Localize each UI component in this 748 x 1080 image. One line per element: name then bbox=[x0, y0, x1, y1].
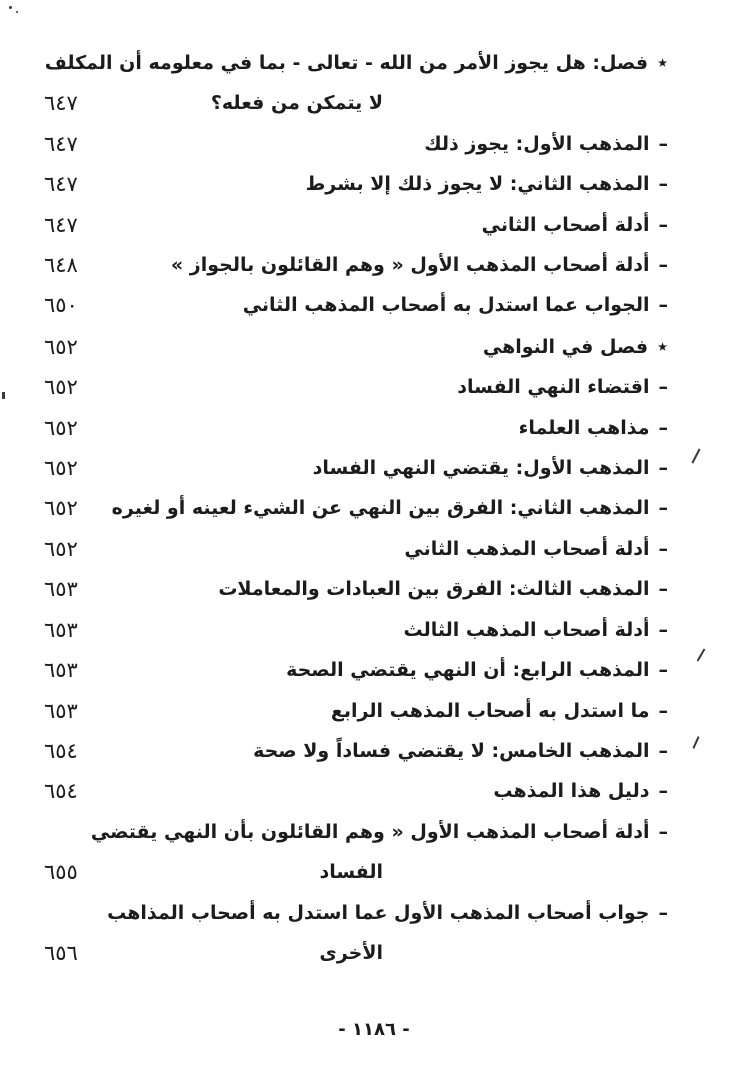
toc-line: –المذهب الثاني: لا يجوز ذلك إلا بشرط bbox=[104, 164, 668, 204]
item-dash-marker: – bbox=[658, 457, 668, 480]
toc-page-number: ٦٥٢ bbox=[44, 415, 78, 440]
toc-entry-text bbox=[104, 326, 668, 367]
toc-entry-text bbox=[104, 245, 668, 285]
toc-entry-text bbox=[104, 164, 668, 204]
toc-line: –المذهب الأول: يجوز ذلك bbox=[104, 124, 668, 164]
toc-entry bbox=[44, 124, 668, 164]
folio-number: - ١١٨٦ - bbox=[338, 1019, 410, 1040]
toc-page-number: ٦٤٧ bbox=[44, 91, 78, 116]
toc-line: –اقتضاء النهي الفساد bbox=[104, 367, 668, 407]
toc-entry bbox=[44, 488, 668, 528]
toc-entry bbox=[44, 691, 668, 731]
toc-entry bbox=[44, 367, 668, 407]
toc-page-number: ٦٥٣ bbox=[44, 577, 78, 602]
toc-page-number: ٦٥٢ bbox=[44, 456, 78, 481]
toc-entry bbox=[44, 408, 668, 448]
toc-entry bbox=[44, 326, 668, 367]
toc-line: –دليل هذا المذهب bbox=[104, 771, 668, 811]
toc-entry-text bbox=[90, 812, 668, 893]
item-dash-marker: – bbox=[658, 376, 668, 399]
toc-entry-text bbox=[104, 367, 668, 407]
scan-artifact bbox=[9, 6, 12, 9]
toc-page-number: ٦٥٠ bbox=[44, 293, 78, 318]
scan-artifact bbox=[16, 11, 18, 13]
toc-line: –الجواب عما استدل به أصحاب المذهب الثاني bbox=[104, 285, 668, 325]
toc-page-number: ٦٥٥ bbox=[44, 860, 78, 885]
toc-page-number: ٦٤٧ bbox=[44, 131, 78, 156]
toc-entry-text bbox=[104, 610, 668, 650]
toc-page-number: ٦٤٨ bbox=[44, 253, 78, 278]
toc-line: ٭فصل: هل يجوز الأمر من الله - تعالى - بما في معلومه أن المكلف bbox=[104, 42, 668, 83]
toc-page-number: ٦٥٢ bbox=[44, 496, 78, 521]
toc-entry-text bbox=[104, 408, 668, 448]
toc-entry bbox=[44, 245, 668, 285]
item-dash-marker: – bbox=[658, 173, 668, 196]
toc-line: –أدلة أصحاب المذهب الثالث bbox=[104, 610, 668, 650]
toc-page-number: ٦٥٣ bbox=[44, 658, 78, 683]
toc-entry bbox=[44, 771, 668, 811]
toc-entry bbox=[44, 448, 668, 488]
section-star-marker: ٭ bbox=[657, 50, 668, 74]
toc-line: –المذهب الرابع: أن النهي يقتضي الصحة bbox=[104, 650, 668, 690]
toc-line-continuation: الأخرى bbox=[319, 941, 383, 964]
toc-page-number: ٦٥٢ bbox=[44, 375, 78, 400]
item-dash-marker: – bbox=[658, 618, 668, 641]
toc-line-continuation: الفساد bbox=[319, 861, 383, 884]
item-dash-marker: – bbox=[658, 780, 668, 803]
toc-entry bbox=[44, 42, 668, 124]
toc-line: –مذاهب العلماء bbox=[104, 408, 668, 448]
toc-entry-text bbox=[104, 124, 668, 164]
toc-entry-text bbox=[104, 529, 668, 569]
toc-entry-text bbox=[104, 569, 668, 609]
item-dash-marker: – bbox=[658, 578, 668, 601]
toc-line-continuation: لا يتمكن من فعله؟ bbox=[210, 92, 383, 115]
toc-entry-text bbox=[104, 691, 668, 731]
toc-page-number: ٦٥٤ bbox=[44, 779, 78, 804]
toc-page-number: ٦٥٢ bbox=[44, 536, 78, 561]
item-dash-marker: – bbox=[658, 213, 668, 236]
item-dash-marker: – bbox=[658, 659, 668, 682]
toc-line: ٭فصل في النواهي bbox=[104, 326, 668, 367]
toc-line: –جواب أصحاب المذهب الأول عما استدل به أصحاب المذاهب bbox=[104, 893, 668, 933]
item-dash-marker: – bbox=[658, 537, 668, 560]
toc-page-number: ٦٤٧ bbox=[44, 212, 78, 237]
toc-entry bbox=[44, 205, 668, 245]
toc-entry-text bbox=[104, 285, 668, 325]
toc-line: –أدلة أصحاب الثاني bbox=[104, 205, 668, 245]
toc-line: –المذهب الخامس: لا يقتضي فساداً ولا صحة bbox=[104, 731, 668, 771]
toc-page-number: ٦٥٢ bbox=[44, 334, 78, 359]
toc-page-number: ٦٥٣ bbox=[44, 698, 78, 723]
toc-entry-text bbox=[104, 488, 668, 528]
toc-line: –المذهب الثالث: الفرق بين العبادات والمعاملات bbox=[104, 569, 668, 609]
toc-entry bbox=[44, 650, 668, 690]
section-star-marker: ٭ bbox=[657, 333, 668, 358]
toc-page-number: ٦٥٤ bbox=[44, 738, 78, 763]
page-footer bbox=[0, 1019, 748, 1040]
toc-list bbox=[44, 42, 668, 973]
toc-page-number: ٦٤٧ bbox=[44, 172, 78, 197]
item-dash-marker: – bbox=[658, 294, 668, 317]
item-dash-marker: – bbox=[658, 699, 668, 722]
toc-entry-text bbox=[104, 731, 668, 771]
toc-entry bbox=[44, 569, 668, 609]
item-dash-marker: – bbox=[658, 497, 668, 520]
toc-entry bbox=[44, 285, 668, 325]
toc-line: –المذهب الثاني: الفرق بين النهي عن الشيء لعينه أو لغيره bbox=[104, 488, 668, 528]
toc-entry bbox=[44, 164, 668, 204]
toc-entry-text bbox=[104, 893, 668, 974]
item-dash-marker: – bbox=[658, 820, 668, 843]
item-dash-marker: – bbox=[658, 254, 668, 277]
toc-page-number: ٦٥٦ bbox=[44, 940, 78, 965]
toc-line: –المذهب الأول: يقتضي النهي الفساد bbox=[104, 448, 668, 488]
toc-entry bbox=[44, 529, 668, 569]
toc-entry bbox=[44, 893, 668, 974]
toc-entry-text bbox=[104, 771, 668, 811]
toc-line: –أدلة أصحاب المذهب الأول « وهم القائلون بأن النهي يقتضي bbox=[104, 812, 668, 852]
toc-page-number: ٦٥٣ bbox=[44, 617, 78, 642]
item-dash-marker: – bbox=[658, 132, 668, 155]
item-dash-marker: – bbox=[658, 416, 668, 439]
scan-artifact bbox=[2, 392, 5, 399]
toc-line: –أدلة أصحاب المذهب الأول « وهم القائلون بالجواز » bbox=[104, 245, 668, 285]
item-dash-marker: – bbox=[658, 739, 668, 762]
toc-line: –ما استدل به أصحاب المذهب الرابع bbox=[104, 691, 668, 731]
toc-entry-text bbox=[104, 205, 668, 245]
toc-entry-text bbox=[104, 650, 668, 690]
toc-entry bbox=[44, 610, 668, 650]
item-dash-marker: – bbox=[658, 901, 668, 924]
toc-entry-text bbox=[104, 448, 668, 488]
toc-entry bbox=[44, 731, 668, 771]
toc-line: –أدلة أصحاب المذهب الثاني bbox=[104, 529, 668, 569]
toc-entry bbox=[44, 812, 668, 893]
